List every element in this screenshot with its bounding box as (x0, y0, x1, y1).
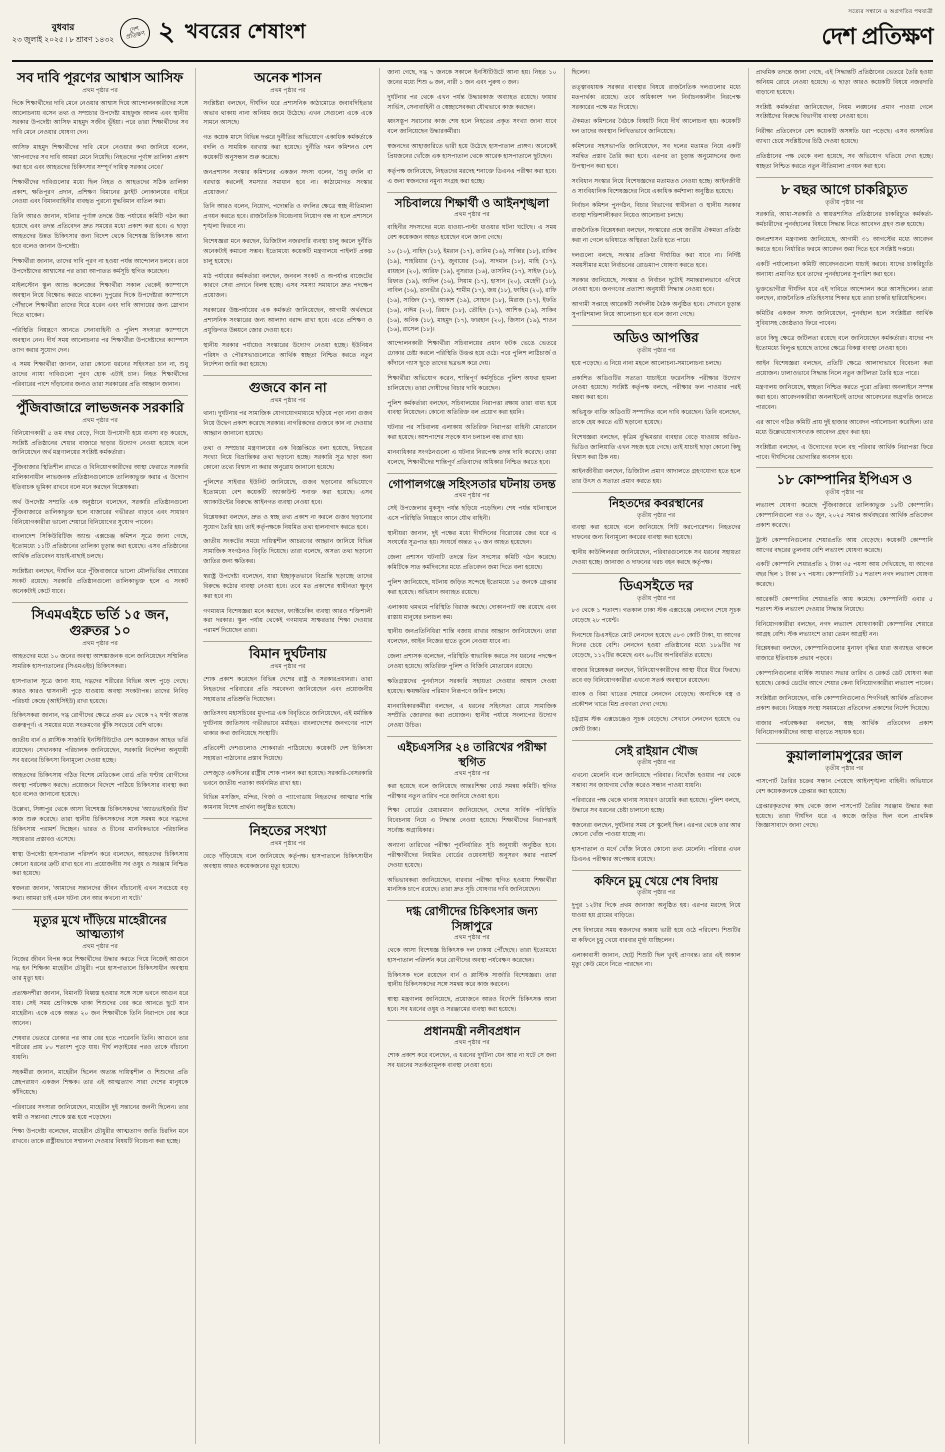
seal-icon: দেশ প্রতিক্ষণ (117, 15, 153, 51)
article-paragraph: স্বজনেরা বলছেন, দুর্ঘটনার সময় সে স্কুলেই ছিল। এরপর থেকে তার আর কোনো খোঁজ পাওয়া যাচ্ছে না। (571, 821, 741, 839)
article-headline: দগ্ধ রোগীদের চিকিৎসার জন্য সিঙ্গাপুরে (406, 906, 538, 933)
divider (387, 192, 556, 193)
article-byline: তৃতীয় পৃষ্ঠার পর (825, 199, 864, 206)
divider (203, 818, 372, 819)
article-paragraph: কমিশনের সহসভাপতি জানিয়েছেন, সব দলের মতামত নিয়ে একটি সমন্বিত প্রস্তাব তৈরি করা হবে। এরপর তা চূড়ান্ত অনুমোদনের জন্য উপস্থাপন করা হবে। (571, 143, 741, 170)
article-paragraph: হয়ে পড়েছে। এ নিয়ে নানা মহলে আলোচনা-সমালোচনা চলছে। (571, 359, 722, 367)
article-headline: অনেক শাসন (254, 70, 322, 85)
article-paragraph: চিকিৎসকরা জানান, দগ্ধ রোগীদের ক্ষেত্রে প্রথম ৪৮ থেকে ৭২ ঘণ্টা অত্যন্ত গুরুত্বপূর্ণ। এ সময়ের মধ্যে সংক্রমণের ঝুঁকি সবচেয়ে বেশি থাকে। (12, 712, 189, 730)
article-paragraph: দলগুলো বলছে, সংস্কার প্রক্রিয়া দীর্ঘায়িত করা যাবে না। নির্দিষ্ট সময়সীমার মধ্যে নির্বাচনের রোডম্যাপ ঘোষণা করতে হবে। (571, 251, 741, 269)
article-paragraph: ক্ষতিগ্রস্তদের পুনর্বাসনে সরকারি সহায়তা দেওয়ার আশ্বাস দেওয়া হয়েছে। ক্ষয়ক্ষতির পরিমাণ নিরূপণে জরিপ চলছে। (387, 677, 557, 695)
article-paragraph: জেলা প্রশাসন ঘটনাটি তদন্তে তিন সদস্যের কমিটি গঠন করেছে। কমিটিকে সাত কর্মদিবসের মধ্যে প্রতিবেদন জমা দিতে বলা হয়েছে। (387, 554, 557, 572)
article-paragraph: স্থানীয় সরকার পর্যায়েও সংস্কারের উদ্যোগ নেওয়া হচ্ছে। ইউনিয়ন পরিষদ ও পৌরসভাগুলোতে আর্থিক স্বচ্ছতা নিশ্চিত করতে নতুন নির্দেশনা জারি করা হয়েছে। (203, 341, 373, 369)
article-headline: গোপালগঞ্জে সহিংসতার ঘটনায় তদন্ত (388, 478, 556, 491)
article-paragraph: আইন বিশেষজ্ঞরা বলছেন, প্রতিটি ক্ষেত্রে আলাদাভাবে বিবেচনা করা প্রয়োজন। ঢালাওভাবে সিদ্ধান্ত নিলে নতুন জটিলতা তৈরি হতে পারে। (755, 359, 933, 377)
article-paragraph: চট্টগ্রাম স্টক এক্সচেঞ্জেও সূচক বেড়েছে। সেখানে লেনদেন হয়েছে ৩৪ কোটি টাকা। (571, 716, 741, 734)
article-paragraph: দুপুর ১২টার দিকে প্রথম জানাজা অনুষ্ঠিত হয়। এরপর মরদেহ নিয়ে যাওয়া হয় গ্রামের বাড়িতে। (571, 902, 741, 919)
article-paragraph: আহতদের চিকিৎসায় গঠিত বিশেষ মেডিকেল বোর্ড প্রতি ঘণ্টায় রোগীদের অবস্থা পর্যবেক্ষণ করছে। প্রয়োজনে বিদেশে পাঠিয়ে চিকিৎসার ব্যবস্থা করা হবে বলেও জানানো হয়েছে। (12, 771, 189, 799)
article-byline: প্রথম পৃষ্ঠার পর (454, 770, 490, 777)
article (12, 607, 188, 904)
article-paragraph: জাতীয় সংকটের সময়ে দায়িত্বশীল আচরণের আহ্বান জানিয়ে বিভিন্ন সামাজিক সংগঠনও বিবৃতি দিয়েছে। তারা বলেছে, অসত্য তথ্য ছড়ানো জাতির জন্য ক্ষতিকর। (203, 538, 373, 566)
masthead-tagline: সত্যের সন্ধানে ও অগ্রগতির পথযাত্রী (848, 9, 933, 15)
article-paragraph: বিভিন্ন মসজিদ, মন্দির, গির্জা ও প্যাগোডায় নিহতদের আত্মার শান্তি কামনায় বিশেষ প্রার্থনা অনুষ্ঠিত হয়েছে। (203, 794, 373, 812)
article-paragraph: শিক্ষার্থীরা অভিযোগ করেন, শান্তিপূর্ণ কর্মসূচিতে পুলিশ অযথা হামলা চালিয়েছে। তারা দোষীদের বিচার দাবি করেছেন। (387, 374, 557, 392)
article-paragraph: দেশজুড়ে একদিনের রাষ্ট্রীয় শোক পালন করা হয়েছে। সরকারি-বেসরকারি ভবনে জাতীয় পতাকা অর্ধনমিত রাখা হয়। (203, 769, 373, 787)
article-paragraph: পুঁজিবাজার স্থিতিশীল রাখতে ও বিনিয়োগকারীদের আস্থা ফেরাতে সরকারি মালিকানাধীন লাভজনক প্রতিষ্ঠানগুলোকে তালিকাভুক্ত করার এ উদ্যোগ ইতিবাচক ভূমিকা রাখবে বলে মনে করছেন বিশ্লেষকরা। (12, 464, 189, 491)
masthead (12, 10, 933, 62)
article-paragraph: স্থানীয় কাউন্সিলররা জানিয়েছেন, পরিবারগুলোকে সব ধরনের সহায়তা দেওয়া হচ্ছে। জানাজা ও দাফনের খরচ বহন করছে কর্তৃপক্ষ। (571, 549, 741, 566)
article-paragraph: কর্তৃপক্ষ জানিয়েছে, নিহতদের মরদেহ শনাক্তে ডিএনএ পরীক্ষা করা হবে। এ জন্য স্বজনদের নমুনা সংগ্রহ করা হচ্ছে। (387, 167, 557, 185)
article-paragraph: সংশ্লিষ্ট কর্মকর্তারা জানিয়েছেন, নিয়ম লঙ্ঘনের প্রমাণ পাওয়া গেলে সংশ্লিষ্টদের বিরুদ্ধে বিভাগীয় ব্যবস্থা নেওয়া হবে। (755, 103, 933, 121)
article-paragraph: বিশ্লেষকরা বলছেন, দ্রুত ও স্বচ্ছ তথ্য প্রকাশ না করলে গুজব ছড়ানোর সুযোগ তৈরি হয়। তাই কর্তৃপক্ষকে নিয়মিত তথ্য হালনাগাদ করতে হবে। (203, 513, 373, 531)
article-paragraph: তিনি আরও বলেন, নিয়োগ, পদোন্নতি ও বদলির ক্ষেত্রে স্বচ্ছ নীতিমালা প্রণয়ন করতে হবে। রাজনৈতিক বিবেচনায় নিয়োগ বন্ধ না হলে প্রশাসনে শৃঙ্খলা ফিরবে না। (203, 203, 373, 231)
publication-date-text: ২৩ জুলাই ২০২৫ ৷ ৮ শ্রাবণ ১৪৩২ (12, 35, 115, 45)
article-byline: তৃতীয় পৃষ্ঠার পর (637, 890, 676, 897)
article-byline: তৃতীয় পৃষ্ঠার পর (637, 512, 676, 519)
article-paragraph: ভুক্তভোগীরা দীর্ঘদিন ধরে এই দাবিতে আন্দোলন করে আসছিলেন। তারা বলছেন, রাজনৈতিক প্রতিহিংসার শিকার হয়ে তারা চাকরি হারিয়েছিলেন। (755, 285, 933, 303)
article-paragraph: কোম্পানিগুলোর বার্ষিক সাধারণ সভার তারিখ ও রেকর্ড ডেট ঘোষণা করা হয়েছে। রেকর্ড ডেটের আগে শেয়ার কেনা বিনিয়োগকারীরা লভ্যাংশ পাবেন। (755, 670, 933, 688)
masthead-left (12, 11, 306, 55)
article-paragraph: শিক্ষার্থীরা জানান, তাদের দাবি পূরণ না হওয়া পর্যন্ত আন্দোলন চলবে। তবে উপদেষ্টাদের আশ্বাসের পর তারা আপাতত কর্মসূচি স্থগিত করেছেন। (12, 257, 189, 275)
divider (387, 900, 556, 901)
article-paragraph: এলাকাবাসী জানান, ছোট্ট শিশুটি ছিল খুবই প্রাণবন্ত। তার এই অকাল মৃত্যু কেউ মেনে নিতে পারছেন না। (571, 951, 741, 969)
article-headline: মৃত্যুর মুখে দাঁড়িয়ে মাহেরীনের আত্মত্যাগ (33, 915, 167, 942)
divider (572, 492, 741, 493)
divider (756, 177, 933, 178)
article-paragraph: অভিযুক্ত ব্যক্তি অডিওটি সম্পাদিত বলে দাবি করেছেন। তিনি বলেছেন, তাকে হেয় করতে এটি ছড়ানো হয়েছে। (571, 409, 741, 427)
article-paragraph: তথ্য ও সম্প্রচার মন্ত্রণালয়ের এক বিজ্ঞপ্তিতে বলা হয়েছে, নিহতের সংখ্যা নিয়ে বিভ্রান্তিকর তথ্য ছড়ানো হচ্ছে। সরকারি সূত্র ছাড়া অন্য কোনো তথ্যে বিশ্বাস না করার অনুরোধ জানানো হয়েছে। (203, 444, 373, 472)
article (572, 745, 741, 865)
article (387, 741, 556, 895)
article-paragraph: তবে কিছু ক্ষেত্রে জটিলতা রয়েছে বলে জানিয়েছেন কর্মকর্তারা। যাদের পদ ইতোমধ্যে বিলুপ্ত হয়েছে তাদের ক্ষেত্রে বিকল্প ব্যবস্থা নেওয়া হবে। (755, 335, 933, 352)
article-paragraph: সংশ্লিষ্টরা বলছেন, দীর্ঘদিন ধরে প্রশাসনিক কাঠামোতে জবাবদিহিতার অভাব থাকায় নানা অনিয়ম জমে উঠেছে। এখন সেগুলো একে একে সামনে আসছে। (203, 99, 373, 127)
newspaper-logo: দেশ প্রতিক্ষণ (821, 23, 933, 49)
article-paragraph: হাসপাতাল ও মর্গে খোঁজ নিয়েও কোনো তথ্য মেলেনি। পরিবার এখন ডিএনএ পরীক্ষার অপেক্ষায় রয়েছে। (571, 846, 741, 864)
publication-day: বুধবার (51, 21, 75, 32)
article-paragraph: আইনজীবীরা বলছেন, ডিজিটাল প্রমাণ আদালতে গ্রহণযোগ্য হতে হলে তার উৎস ও সত্যতা প্রমাণ করতে হয়। (571, 468, 741, 486)
divider (572, 325, 741, 326)
article-paragraph: জনপ্রশাসন মন্ত্রণালয় জানিয়েছে, আগামী ৩১ আগস্টের মধ্যে আবেদন করতে হবে। নির্ধারিত ফরমে আবেদন জমা দিতে হবে সংশ্লিষ্ট দপ্তরে। (755, 236, 933, 253)
article-headline: প্রধানমন্ত্রী নলীবপ্রধান (423, 1026, 521, 1039)
article-paragraph: সরকার জানিয়েছে, সংস্কার ও নির্বাচন দুটোই সমান্তরালভাবে এগিয়ে নেওয়া হবে। জনগণের প্রত্যাশা অনুযায়ী সিদ্ধান্ত নেওয়া হবে। (571, 276, 741, 294)
divider (12, 602, 188, 603)
article-paragraph: এলাকায় থমথমে পরিস্থিতি বিরাজ করছে। দোকানপাট বন্ধ রয়েছে এবং রাস্তায় মানুষের চলাচল কম। (387, 603, 557, 621)
article-paragraph: সংশ্লিষ্টরা বলছেন, এ উদ্যোগের ফলে বহু পরিবার আর্থিক নিরাপত্তা ফিরে পাবে। দীর্ঘদিনের ভোগান্তির অবসান হবে। (755, 443, 933, 461)
article-byline: তৃতীয় পৃষ্ঠার পর (637, 760, 676, 767)
article-paragraph: চিকিৎসক দলে রয়েছেন বার্ন ও প্লাস্টিক সার্জারি বিশেষজ্ঞরা। তারা স্থানীয় চিকিৎসকদের সঙ্গে সমন্বয় করে কাজ করবেন। (387, 971, 557, 989)
article-paragraph: শিক্ষার্থীদের দাবিগুলোর মধ্যে ছিল নিহত ও আহতদের সঠিক তালিকা প্রকাশ, ক্ষতিপূরণ প্রদান, প্রশিক্ষণ বিমানের ফ্লাইট লোকালয়ের বাইরে নেওয়া এবং বিমানবাহিনীর ব্যবহৃত পুরনো যুদ্ধবিমান বাতিল করা। (12, 178, 189, 206)
article-paragraph: বাজার বিশ্লেষকরা বলছেন, বিনিয়োগকারীদের আস্থা ধীরে ধীরে ফিরছে। তবে বড় বিনিয়োগকারীরা এখনো সতর্ক অবস্থানে রয়েছেন। (571, 666, 741, 684)
article-paragraph: ঘটনার পর সচিবালয় এলাকায় অতিরিক্ত নিরাপত্তা বাহিনী মোতায়েন করা হয়েছে। আশপাশের সড়কে যান চলাচল বন্ধ রাখা হয়। (387, 424, 557, 442)
divider (387, 473, 556, 474)
article-paragraph: সেই উপজেলার মুকসুদ পর্যন্ত ছড়িয়ে পড়েছিল। শেষ পর্যন্ত ঘটনাস্থলে এসে পরিস্থিতি নিয়ন্ত্রণে আনে যৌথ বাহিনী। (387, 504, 557, 522)
divider (387, 1020, 556, 1021)
article-paragraph: নির্বাচন কমিশন পুনর্গঠন, বিচার বিভাগের স্বাধীনতা ও স্থানীয় সরকার ব্যবস্থা শক্তিশালীকরণ নিয়েও আলোচনা চলছে। (571, 202, 741, 220)
article-paragraph: সরকারের উচ্চপর্যায়ের এক কর্মকর্তা জানিয়েছেন, আগামী অর্থবছরে প্রশাসনিক সংস্কারের জন্য আলাদা বরাদ্দ রাখা হবে। এতে প্রশিক্ষণ ও প্রযুক্তিগত উন্নয়নে জোর দেওয়া হবে। (203, 307, 373, 334)
article-paragraph: শিক্ষা বোর্ডের চেয়ারম্যান জানিয়েছেন, দেশের সার্বিক পরিস্থিতি বিবেচনায় নিয়ে এ সিদ্ধান্ত নেওয়া হয়েছে। শিক্ষার্থীদের নিরাপত্তাই সর্বোচ্চ অগ্রাধিকার। (387, 807, 557, 835)
article-paragraph: প্রতিষ্ঠানের পক্ষ থেকে বলা হয়েছে, সব অভিযোগ খতিয়ে দেখা হচ্ছে। স্বচ্ছতা নিশ্চিত করতে নতুন নীতিমালা প্রণয়ন করা হবে। (755, 153, 933, 170)
article-paragraph: স্বরাষ্ট্র উপদেষ্টা বলেছেন, যারা ইচ্ছাকৃতভাবে বিভ্রান্তি ছড়াচ্ছে তাদের বিরুদ্ধে কঠোর ব্যবস্থা নেওয়া হবে। তবে মত প্রকাশের স্বাধীনতা ক্ষুণ্ন করা হবে না। (203, 573, 373, 600)
section-title: খবরের শেষাংশ (184, 20, 307, 43)
article (756, 748, 933, 831)
article-paragraph: মানবাধিকার সংগঠনগুলো এ ঘটনার নিরপেক্ষ তদন্ত দাবি করেছে। তারা বলেছে, শিক্ষার্থীদের শান্তিপূর্ণ প্রতিবাদের অধিকার নিশ্চিত করতে হবে। (387, 448, 557, 466)
article-headline: ৮ বছর আগে চাকরিচ্যুত (781, 181, 908, 197)
article-paragraph: সংবিধান সংস্কার নিয়ে বিশেষজ্ঞদের মতামতও নেওয়া হচ্ছে। আইনজীবী ও সাংবিধানিক বিশেষজ্ঞদের নিয়ে একাধিক কর্মশালা অনুষ্ঠিত হয়েছে। (571, 177, 741, 195)
article-paragraph: নিরীক্ষা প্রতিবেদনে বেশ কয়েকটি অসঙ্গতি ধরা পড়েছে। এসব অসঙ্গতির ব্যাখ্যা চেয়ে সংশ্লিষ্টদের চিঠি দেওয়া হয়েছে। (755, 128, 933, 146)
article-paragraph: দুর্ঘটনার পর থেকে এখন পর্যন্ত উদ্ধারকাজ অব্যাহত রয়েছে। ফায়ার সার্ভিস, সেনাবাহিনী ও স্বেচ্ছাসেবকরা যৌথভাবে কাজ করছেন। (387, 93, 557, 111)
article (387, 478, 556, 732)
article-paragraph: একটি পর্যালোচনা কমিটি আবেদনগুলো যাচাই করবে। যাদের চাকরিচ্যুতি অন্যায্য প্রমাণিত হবে তাদের পুনর্বহালের সুপারিশ করা হবে। (755, 260, 933, 278)
article-paragraph: জাতিসংঘ মহাসচিবের মুখপাত্র এক বিবৃতিতে জানিয়েছেন, এই মর্মান্তিক দুর্ঘটনায় জাতিসংঘ গভীরভাবে মর্মাহত। বাংলাদেশের জনগণের পাশে থাকার কথা জানিয়েছে সংস্থাটি। (203, 710, 373, 738)
article-paragraph: অর্থ উপদেষ্টা সম্প্রতি এক অনুষ্ঠানে বলেছেন, সরকারি প্রতিষ্ঠানগুলো পুঁজিবাজারে তালিকাভুক্ত হলে বাজারের গভীরতা বাড়বে এবং সাধারণ বিনিয়োগকারীরা ভালো শেয়ারে বিনিয়োগের সুযোগ পাবেন। (12, 498, 189, 526)
article-headline: ১৮ কোম্পানির ইপিএস ও (776, 472, 913, 488)
article-paragraph: গ্রেপ্তারকৃতদের কাছ থেকে জাল পাসপোর্ট তৈরির সরঞ্জাম উদ্ধার করা হয়েছে। তারা দীর্ঘদিন ধরে এ কাজে জড়িত ছিল বলে প্রাথমিক জিজ্ঞাসাবাদে জানা গেছে। (755, 802, 933, 830)
article-paragraph: ট্রাস্ট কোম্পানিগুলোর শেয়ারপ্রতি আয় বেড়েছে। কয়েকটি কোম্পানি আগের বছরের তুলনায় বেশি লভ্যাংশ ঘোষণা করেছে। (755, 536, 933, 554)
article-paragraph: বিশ্লেষকরা বলছেন, কোম্পানিগুলোর মুনাফা বৃদ্ধির ধারা অব্যাহত থাকলে বাজারে ইতিবাচক প্রভাব পড়বে। (755, 645, 933, 663)
divider (756, 743, 933, 744)
article-headline: কফিনে চুমু খেয়ে শেষ বিদায় (594, 875, 719, 888)
article-paragraph: অভিভাবকরা জানিয়েছেন, বারবার পরীক্ষা স্থগিত হওয়ায় শিক্ষার্থীরা মানসিক চাপে রয়েছে। তারা দ্রুত সূচি ঘোষণার দাবি জানিয়েছেন। (387, 876, 557, 894)
article-paragraph: পুলিশের সাইবার ইউনিট জানিয়েছে, গুজব ছড়ানোর অভিযোগে ইতোমধ্যে বেশ কয়েকটি অ্যাকাউন্ট শনাক্ত করা হয়েছে। এসব অ্যাকাউন্টের বিরুদ্ধে আইনগত ব্যবস্থা নেওয়া হবে। (203, 479, 373, 506)
article-paragraph: আন্দোলনকারী শিক্ষার্থীরা সচিবালয়ের প্রধান ফটক ভেঙে ভেতরে ঢোকার চেষ্টা করলে পরিস্থিতি উত্তপ্ত হয়ে ওঠে। পরে পুলিশ লাঠিচার্জ ও কাঁদানে গ্যাস ছুড়ে তাদের ছত্রভঙ্গ করে দেয়। (387, 340, 557, 367)
article-paragraph: পাসপোর্ট তৈরির চক্রের সন্ধান পেয়েছে আইনশৃঙ্খলা বাহিনী। অভিযানে বেশ কয়েকজনকে গ্রেপ্তার করা হয়েছে। (755, 777, 933, 795)
article (203, 380, 372, 636)
article-paragraph: মাইলস্টোন স্কুল অ্যান্ড কলেজের শিক্ষার্থীরা সকাল থেকেই ক্যাম্পাসে অবস্থান নিয়ে বিক্ষোভ করতে থাকেন। দুপুরের দিকে উপদেষ্টারা ক্যাম্পাসে পৌঁছালে শিক্ষার্থীরা তাদের ঘিরে ধরেন এবং দাবি আদায়ের জন্য স্লোগান দিতে থাকেন। (12, 282, 189, 319)
divider (756, 467, 933, 468)
article-paragraph: পরিবারের পক্ষ থেকে থানায় সাধারণ ডায়েরি করা হয়েছে। পুলিশ বলছে, উদ্ধারে সব ধরনের চেষ্টা চালানো হচ্ছে। (571, 796, 741, 814)
article-paragraph: পুলিশ কর্মকর্তারা বলছেন, সচিবালয়ের নিরাপত্তা রক্ষায় তারা বাধ্য হয়ে ব্যবস্থা নিয়েছেন। কোনো অতিরিক্ত বল প্রয়োগ করা হয়নি। (387, 399, 557, 417)
article (572, 578, 741, 735)
article (203, 646, 372, 813)
article-paragraph: জনপ্রশাসন সংস্কার কমিশনের একজন সদস্য বলেন, 'শুধু বদলি বা বরখাস্ত করলেই সমস্যার সমাধান হবে না। কাঠামোগত সংস্কার প্রয়োজন।' (203, 168, 373, 196)
article (12, 70, 188, 390)
article-headline: কুয়ালালামপুরের জাল (786, 748, 903, 764)
article-paragraph: থেকে আসা বিশেষজ্ঞ চিকিৎসক দল ঢাকায় পৌঁছেছে। তারা ইতোমধ্যে হাসপাতাল পরিদর্শন করে রোগীদের অবস্থা পর্যবেক্ষণ করেছেন। (387, 946, 557, 964)
article-headline: এইচএসসির ২৪ তারিখের পরীক্ষা স্থগিত (397, 742, 547, 769)
article-headline: গুজবে কান না (248, 380, 327, 396)
article-paragraph: শোক প্রকাশ করেছেন বিভিন্ন দেশের রাষ্ট্র ও সরকারপ্রধানরা। তারা নিহতদের পরিবারের প্রতি সমবেদনা জানিয়েছেন এবং প্রয়োজনীয় সহায়তার প্রতিশ্রুতি দিয়েছেন। (203, 675, 373, 703)
article-headline: নিহতদের কবরস্থানের (608, 498, 704, 511)
article-paragraph: সহকর্মীরা জানান, মাহেরীন ছিলেন অত্যন্ত দায়িত্বশীল ও শিশুদের প্রতি স্নেহপরায়ণ একজন শিক্ষক। তার এই আত্মত্যাগ সারা দেশের মানুষকে কাঁদিয়েছে। (12, 1069, 189, 1096)
article-paragraph: কমিটির একজন সদস্য জানিয়েছেন, পুনর্বহাল হলে সংশ্লিষ্টরা আর্থিক সুবিধাসহ জ্যেষ্ঠতাও ফিরে পাবেন। (755, 310, 933, 328)
article-paragraph: ৮৩ থেকে ১ শতাংশ। গতকাল ঢাকা স্টক এক্সচেঞ্জে লেনদেন শেষে সূচক বেড়েছে ২৮ পয়েন্ট। (571, 607, 741, 625)
article-paragraph: এর আগে গঠিত কমিটি প্রায় দুই হাজার আবেদন পর্যালোচনা করেছিল। তার মধ্যে উল্লেখযোগ্যসংখ্যক আবেদন গ্রহণ করা হয়। (755, 419, 933, 436)
article-paragraph: এখনো মেলেনি বলে জানিয়েছে পরিবার। নিখোঁজ হওয়ার পর থেকে সম্ভাব্য সব জায়গায় খোঁজ করেও সন্ধান পাওয়া যায়নি। (571, 772, 741, 789)
article-continuation (387, 68, 556, 187)
article-paragraph: প্রাথমিক তদন্তে জানা গেছে, এই সিদ্ধান্তটি প্রতিষ্ঠানের ভেতরে তৈরি হওয়া অনিয়ম রোধে নেওয়া হয়েছে। এ ছাড়া আরও কয়েকটি বিষয়ে নজরদারি বাড়ানো হয়েছে। (755, 69, 933, 96)
article-continuation (572, 68, 741, 320)
article (387, 197, 556, 468)
article-paragraph: একটি কোম্পানি শেয়ারপ্রতি ২ টাকা ৩৫ পয়সা আয় দেখিয়েছে, যা আগের বছর ছিল ১ টাকা ৮৭ পয়সা। কোম্পানিটি ১৫ শতাংশ নগদ লভ্যাংশ ঘোষণা করেছে। (755, 561, 933, 589)
article-paragraph: আসিফ মাহমুদ শিক্ষার্থীদের দাবি মেনে নেওয়ার কথা জানিয়ে বলেন, 'আপনাদের সব দাবি আমরা মেনে নিয়েছি। নিহতদের পূর্ণাঙ্গ তালিকা প্রকাশ করা হবে এবং আহতদের চিকিৎসার সম্পূর্ণ দায়িত্ব সরকার নেবে।' (12, 144, 189, 171)
columns-container (12, 68, 933, 1444)
divider (572, 573, 741, 574)
article-byline: তৃতীয় পৃষ্ঠার পর (637, 595, 676, 602)
article-paragraph: আরেকটি কোম্পানির শেয়ারপ্রতি আয় কমেছে। কোম্পানিটি এবার ৫ শতাংশ স্টক লভ্যাংশ দেওয়ার সিদ্ধান্ত নিয়েছে। (755, 596, 933, 613)
article-paragraph: শেষ বিদায়ের সময় স্বজনদের কান্নায় ভারী হয়ে ওঠে পরিবেশ। শিশুটির মা কফিনে চুমু খেয়ে বারবার মূর্ছা যাচ্ছিলেন। (571, 926, 741, 944)
article-paragraph: বাংলাদেশ সিকিউরিটিজ অ্যান্ড এক্সচেঞ্জ কমিশন সূত্রে জানা গেছে, ইতোমধ্যে ১১টি প্রতিষ্ঠানের তালিকা চূড়ান্ত করা হয়েছে। এসব প্রতিষ্ঠানের আর্থিক প্রতিবেদন যাচাই-বাছাই চলছে। (12, 533, 189, 561)
article-paragraph: বাজার পর্যবেক্ষকরা বলছেন, স্বচ্ছ আর্থিক প্রতিবেদন প্রকাশ বিনিয়োগকারীদের আস্থা বাড়াতে সহায়ক হবে। (755, 719, 933, 737)
divider (387, 736, 556, 737)
article-paragraph: ব্যাংক ও বিমা খাতের শেয়ারে লেনদেন বেড়েছে। অন্যদিকে বস্ত্র ও প্রকৌশল খাতে মিশ্র প্রবণতা দেখা গেছে। (571, 691, 741, 709)
divider (12, 395, 188, 396)
article-paragraph: গত কয়েক মাসে বিভিন্ন দপ্তরে দুর্নীতির অভিযোগে একাধিক কর্মকর্তাকে বদলি ও সাময়িক বরখাস্ত করা হয়েছে। দুর্নীতি দমন কমিশনও বেশ কয়েকটি অনুসন্ধান শুরু করেছে। (203, 134, 373, 161)
article-headline: ডিএসইতে দর (619, 577, 694, 593)
divider (12, 909, 188, 910)
article-paragraph: প্রকাশিত অডিওটির সত্যতা যাচাইয়ে ফরেনসিক পরীক্ষার উদ্যোগ নেওয়া হয়েছে। সংশ্লিষ্ট কর্তৃপক্ষ বলছে, পরীক্ষার ফল পাওয়ার পরই মন্তব্য করা হবে। (571, 374, 741, 402)
article-paragraph: দিকে শিক্ষার্থীদের দাবি মেনে নেওয়ার আশ্বাস দিয়ে আন্দোলনকারীদের সঙ্গে আলোচনায় বসেন তথ্য ও সম্প্রচার উপদেষ্টা মাহফুজ আলম এবং স্থানীয় সরকার উপদেষ্টা আসিফ মাহমুদ সজীব ভূঁইয়া। পরে তারা শিক্ষার্থীদের সব দাবি মেনে নেওয়ার ঘোষণা দেন। (12, 99, 189, 137)
article-byline: প্রথম পৃষ্ঠার পর (454, 935, 490, 942)
article-paragraph: জাতীয় বার্ন ও প্লাস্টিক সার্জারি ইনস্টিটিউটেও বেশ কয়েকজন আহত ভর্তি রয়েছেন। সেখানকার পরিচালক জানিয়েছেন, সরকারি নির্দেশনা অনুযায়ী সব ধরনের চিকিৎসা বিনামূল্যে দেওয়া হচ্ছে। (12, 737, 189, 764)
article-headline: সেই রাইয়ান খৌজ (614, 745, 698, 758)
article-paragraph: প্রত্যক্ষদর্শীরা জানান, বিমানটি বিধ্বস্ত হওয়ার সঙ্গে সঙ্গে ভবনে আগুন ধরে যায়। সেই সময় শ্রেণিকক্ষে থাকা শিশুদের বের করে আনতে ছুটে যান মাহেরীন। একে একে অন্তত ২০ জন শিক্ষার্থীকে তিনি নিরাপদে বের করে আনেন। (12, 990, 189, 1027)
article-paragraph: থানা। দুর্ঘটনার পর সামাজিক যোগাযোগমাধ্যমে ছড়িয়ে পড়া নানা গুজব নিয়ে উদ্বেগ প্রকাশ করেছে সরকার। নাগরিকদের গুজবে কান না দেওয়ার আহ্বান জানানো হয়েছে। (203, 409, 373, 437)
article-paragraph: জানা গেছে, দগ্ধ ৭ জনকে সকালে ইনস্টিটিউটে আনা হয়। নিহত ১০ জনের মধ্যে শিশু ৬ জন, নারী ১ জন এবং পুরুষ ৩ জন। (387, 69, 557, 86)
article-paragraph: শেষবার ভেতরে ঢোকার পর আর বের হতে পারেননি তিনি। আগুনে তার শরীরের প্রায় ৮০ শতাংশ পুড়ে যায়। দীর্ঘ লড়াইয়ের পরও তাকে বাঁচানো যায়নি। (12, 1034, 189, 1062)
article-paragraph: ধ্বংসস্তূপ সরানোর কাজ শেষ হলে নিহতের প্রকৃত সংখ্যা জানা যাবে বলে জানিয়েছেন উদ্ধারকর্মীরা। (387, 118, 557, 136)
article-paragraph: জেলা প্রশাসক বলেছেন, পরিস্থিতি স্বাভাবিক করতে সব ধরনের পদক্ষেপ নেওয়া হয়েছে। অতিরিক্ত পুলিশ ও বিজিবি মোতায়েন রয়েছে। (387, 653, 557, 671)
page-number: ২ (158, 16, 175, 46)
article (387, 905, 556, 1015)
article-paragraph: আগামী সপ্তাহে আরেকটি সর্বদলীয় বৈঠক অনুষ্ঠিত হবে। সেখানে চূড়ান্ত সুপারিশমালা নিয়ে আলোচনা হবে বলে জানা গেছে। (571, 301, 741, 319)
article-byline: প্রথম পৃষ্ঠার পর (82, 641, 118, 648)
article-paragraph: অন্যান্য তারিখের পরীক্ষা পূর্বনির্ধারিত সূচি অনুযায়ী অনুষ্ঠিত হবে। পরীক্ষার্থীদের নিয়মিত বোর্ডের ওয়েবসাইট অনুসরণ করার পরামর্শ দেওয়া হয়েছে। (387, 842, 557, 869)
article-paragraph: সংশ্লিষ্টরা জানিয়েছেন, বাকি কোম্পানিগুলোও শিগগিরই আর্থিক প্রতিবেদন প্রকাশ করবে। নিয়ন্ত্রক সংস্থা সময়মতো প্রতিবেদন প্রকাশের নির্দেশ দিয়েছে। (755, 694, 933, 712)
article-headline: অডিও আপত্তির (613, 330, 699, 346)
article-byline: প্রথম পৃষ্ঠার পর (270, 841, 306, 848)
divider (203, 375, 372, 376)
article-paragraph: বিশেষজ্ঞরা মনে করছেন, ডিজিটাল নজরদারি ব্যবস্থা চালু করলে দুর্নীতি অনেকটাই কমানো সম্ভব। ইতোমধ্যে কয়েকটি মন্ত্রণালয়ে পাইলট প্রকল্প চালু হয়েছে। (203, 237, 373, 265)
article-paragraph: পরিস্থিতি নিয়ন্ত্রণে আনতে সেনাবাহিনী ও পুলিশ সদস্যরা ক্যাম্পাসে অবস্থান নেন। দীর্ঘ সময় আলোচনার পর শিক্ষার্থীরা উপদেষ্টাদের ক্যাম্পাস ত্যাগ করার সুযোগ দেন। (12, 326, 189, 354)
article-paragraph: স্থানীয় জনপ্রতিনিধিরা শান্তি বজায় রাখার আহ্বান জানিয়েছেন। তারা বলেছেন, আইন নিজের হাতে তুলে নেওয়া যাবে না। (387, 628, 557, 646)
article-paragraph: পরিবারের সদস্যরা জানিয়েছেন, মাহেরীন দুই সন্তানের জননী ছিলেন। তার স্বামী ও সন্তানরা শোকে স্তব্ধ হয়ে পড়েছেন। (12, 1103, 189, 1121)
article (756, 182, 933, 463)
article-paragraph: আহতদের মধ্যে ১০ জনের অবস্থা আশঙ্কাজনক বলে জানিয়েছেন সম্মিলিত সামরিক হাসপাতালের (সিএমএইচ) চিকিৎসকরা। (12, 653, 189, 670)
article-paragraph: ছিলেন। (571, 69, 590, 76)
article-headline: বিমান দুর্ঘটনায় (249, 646, 327, 662)
article-byline: প্রথম পৃষ্ঠার পর (454, 493, 490, 500)
article-paragraph: স্বাস্থ্য মন্ত্রণালয় জানিয়েছে, প্রয়োজনে আরও বিদেশি চিকিৎসক আনা হবে। সব ধরনের ওষুধ ও সরঞ্জামের ব্যবস্থা করা হয়েছে। (387, 996, 557, 1014)
article-paragraph: সংশ্লিষ্টরা বলছেন, দীর্ঘদিন ধরে পুঁজিবাজারে ভালো মৌলভিত্তির শেয়ারের সংকট রয়েছে। সরকারি প্রতিষ্ঠানগুলো তালিকাভুক্ত হলে এ সংকট অনেকটাই কেটে যাবে। (12, 568, 189, 595)
article-paragraph: বিনিয়োগকারীরা বলছেন, নগদ লভ্যাংশ ঘোষণাকারী কোম্পানির শেয়ারে আগ্রহ বেশি। স্টক লভ্যাংশে তারা তেমন আগ্রহী নন। (755, 620, 933, 638)
article-paragraph: স্বজনরা জানান, 'আমাদের সন্তানদের জীবন বাঁচানোই এখন সবচেয়ে বড় কথা। আমরা চাই এমন ঘটনা যেন আর কখনো না ঘটে।' (12, 885, 189, 903)
article-paragraph: মন্ত্রণালয় জানিয়েছে, স্বচ্ছতা নিশ্চিত করতে পুরো প্রক্রিয়া অনলাইনে সম্পন্ন করা হবে। আবেদনকারীরা অনলাইনেই তাদের আবেদনের অগ্রগতি জানতে পারবেন। (755, 384, 933, 412)
article-byline: প্রথম পৃষ্ঠার পর (454, 211, 490, 218)
article-paragraph: দিনশেষে ডিএসইতে মোট লেনদেন হয়েছে ৫৮৩ কোটি টাকা, যা আগের দিনের চেয়ে বেশি। লেনদেন হওয়া প্রতিষ্ঠানের মধ্যে ১৮৯টির দর বেড়েছে, ১১২টির কমেছে এবং ৬০টির অপরিবর্তিত রয়েছে। (571, 632, 741, 659)
article-paragraph: রাজনৈতিক বিশ্লেষকরা বলছেন, সংস্কারের প্রশ্নে জাতীয় ঐকমত্য প্রতিষ্ঠা করা না গেলে ভবিষ্যতে অস্থিরতা তৈরি হতে পারে। (571, 227, 741, 245)
article-paragraph: বিশেষজ্ঞরা বলছেন, কৃত্রিম বুদ্ধিমত্তার ব্যবহার বেড়ে যাওয়ায় অডিও-ভিডিও জালিয়াতি এখন সহজ হয়ে গেছে। তাই যাচাই ছাড়া কোনো কিছু বিশ্বাস করা ঠিক নয়। (571, 433, 741, 461)
article-headline: নিহতের সংখ্যা (249, 823, 327, 839)
article-paragraph: বাহিনীর সদস্যদের মধ্যে ধাওয়া-পাল্টা ধাওয়ার ঘটনা ঘটেছে। এ সময় বেশ কয়েকজন আহত হয়েছেন বলে জানা গেছে। (387, 223, 557, 241)
article-paragraph: হাসপাতাল সূত্রে জানা যায়, দগ্ধদের শরীরের বিভিন্ন অংশ পুড়ে গেছে। কারও কারও শ্বাসনালী পুড়ে যাওয়ায় অবস্থা সংকটাপন্ন। তাদের নিবিড় পরিচর্যা কেন্দ্রে (আইসিইউ) রাখা হয়েছে। (12, 677, 189, 705)
article-byline: তৃতীয় পৃষ্ঠার পর (637, 347, 676, 354)
publication-date (12, 21, 114, 46)
article (203, 823, 372, 871)
article-paragraph: স্বজনদের আহাজারিতে ভারী হয়ে উঠেছে হাসপাতাল প্রাঙ্গণ। অনেকেই প্রিয়জনের খোঁজে এক হাসপাতাল থেকে আরেক হাসপাতালে ছুটছেন। (387, 143, 557, 161)
column-4 (565, 68, 749, 1444)
article-headline: পুঁজিবাজারে লাভজনক সরকারি (16, 400, 184, 416)
article-byline: প্রথম পৃষ্ঠার পর (82, 87, 118, 94)
article-paragraph: করা হয়েছে বলে জানিয়েছে আন্তঃশিক্ষা বোর্ড সমন্বয় কমিটি। স্থগিত পরীক্ষার নতুন তারিখ পরে জানিয়ে দেওয়া হবে। (387, 782, 557, 800)
article-paragraph: বেড়ে দাঁড়িয়েছে বলে জানিয়েছে কর্তৃপক্ষ। হাসপাতালে চিকিৎসাধীন অবস্থায় আরও কয়েকজনের মৃত্যু হয়েছে। (203, 852, 373, 870)
article-paragraph: গণমাধ্যম বিশেষজ্ঞরা মনে করছেন, ফ্যাক্টচেকিং ব্যবস্থা আরও শক্তিশালী করা দরকার। স্কুল পর্যায় থেকেই গণমাধ্যম সাক্ষরতার শিক্ষা দেওয়ার পরামর্শ দিয়েছেন তারা। (203, 607, 373, 635)
divider (203, 641, 372, 642)
article (572, 875, 741, 970)
article-paragraph: এ সময় শিক্ষার্থীরা জানান, তারা কোনো ধরনের সহিংসতা চান না, শুধু তাদের ন্যায্য দাবিগুলো পূরণ হোক এটাই চান। নিহত শিক্ষার্থীদের পরিবারের পাশে দাঁড়ানোর জন্যও তারা সরকারের প্রতি আহ্বান জানান। (12, 361, 189, 389)
column-2 (196, 68, 380, 1444)
article-paragraph: তিনি আরও জানান, ঘটনার পূর্ণাঙ্গ তদন্তে উচ্চ পর্যায়ের কমিটি গঠন করা হয়েছে এবং তদন্ত প্রতিবেদন দ্রুত সময়ের মধ্যে প্রকাশ করা হবে। এ ছাড়া আহতদের উন্নত চিকিৎসার জন্য বিদেশ থেকে বিশেষজ্ঞ চিকিৎসক আনা হবে বলেও জানান উপদেষ্টা। (12, 213, 189, 250)
article-byline: প্রথম পৃষ্ঠার পর (82, 417, 118, 424)
article-byline: প্রথম পৃষ্ঠার পর (270, 87, 306, 94)
article (756, 472, 933, 738)
article-headline: সিএমএইচে ভর্তি ১৫ জন, গুরুতর ১০ (31, 606, 169, 639)
article-paragraph: বিনিয়োগকারী ৫ তম বছর বেড়ে, গিয়ে উপযোগী হয়ে ব্যবসা বড় করেছে, সংশ্লিষ্ট প্রতিষ্ঠানের শেয়ার বাজারে ছাড়ার উদ্যোগ নেওয়া হয়েছে বলে জানিয়েছেন অর্থ মন্ত্রণালয়ের সংশ্লিষ্ট কর্মকর্তারা। (12, 429, 189, 457)
article-byline: প্রথম পৃষ্ঠার পর (270, 664, 306, 671)
article (12, 400, 188, 597)
article-paragraph: উল্লেখ্য, সিঙ্গাপুর থেকে আসা বিশেষজ্ঞ চিকিৎসকদের 'অ্যাডভাইজরি টিম' কাজ শুরু করেছে। তারা স্থানীয় চিকিৎসকদের সঙ্গে সমন্বয় করে দগ্ধদের চিকিৎসায় পরামর্শ দিচ্ছেন। ভারত ও চীনের মানবিকভাবে পরিচালিত সহায়তার প্রস্তাবও এসেছে। (12, 806, 189, 843)
article-paragraph: স্বাস্থ্য উপদেষ্টা হাসপাতাল পরিদর্শন করে বলেছেন, আহতদের চিকিৎসায় কোনো ধরনের ত্রুটি রাখা হবে না। প্রয়োজনীয় সব ওষুধ ও সরঞ্জাম নিশ্চিত করা হয়েছে। (12, 850, 189, 878)
article-paragraph: ব্যবস্থা করা হয়েছে বলে জানিয়েছে সিটি করপোরেশন। নিহতদের দাফনের জন্য বিনামূল্যে কবরের ব্যবস্থা করা হয়েছে। (571, 524, 741, 542)
casualty-name-list: ১০ (১০), নাহিদ (১৮), ইমরান (১৭), তানিম (১৬), সাব্বির (১৮), রাকিব (১৯), শাহরিয়ার (১৭), জুবায়ের (১৬), সাদমান (১৮), মাহি (১৭), রায়হান (২০), আরিফ (১৯), নুসরাত (১৬), তাসনিম (১৭), সাইফ (১৮), রিফাত (১৯), আদিল (১৬), সিয়াম (১৭), হাসান (২০), মেহেদী (১৮), নাবিল (১৬), তানভীর (১৯), শামীম (১৭), জয় (১৮), ফাহিম (২০), রাফি (১৬), সাজিদ (১৭), আকাশ (১৯), সোহান (১৮), মিরাজ (১৭), ইফতি (১৬), নাঈম (২০), রিয়াদ (১৮), তৌহিদ (১৭), আশিক (১৯), সাকিব (১৬), অনিক (১৮), মাহমুদ (১৭), ফারহান (২০), জিসান (১৯), শাওন (১৬), রাসেল (১৮)। (387, 248, 557, 334)
article (572, 330, 741, 487)
article-headline: সচিবালয়ে শিক্ষার্থী ও আইনশৃঙ্খলা (394, 197, 550, 210)
article-paragraph: পুলিশ জানিয়েছে, ঘটনায় জড়িত সন্দেহে ইতোমধ্যে ১৫ জনকে গ্রেপ্তার করা হয়েছে। অভিযান অব্যাহত রয়েছে। (387, 579, 557, 596)
article-continuation (756, 68, 933, 172)
article-paragraph: তত্ত্বাবধায়ক সরকার ব্যবস্থার বিষয়ে রাজনৈতিক দলগুলোর মধ্যে মতপার্থক্য রয়েছে। তবে অধিকাংশ দল নির্বাচনকালীন নিরপেক্ষ সরকারের পক্ষে মত দিয়েছে। (571, 83, 741, 111)
article-paragraph: ঐকমত্য কমিশনের বৈঠকে বিষয়টি নিয়ে দীর্ঘ আলোচনা হয়। কয়েকটি দল তাদের অবস্থান লিখিতভাবে জানিয়েছে। (571, 118, 741, 136)
article-paragraph: মাঠ পর্যায়ের কর্মকর্তারা বলছেন, জনবল সংকট ও অপর্যাপ্ত বাজেটের কারণে সেবা প্রদানে বিলম্ব হচ্ছে। এসব সমস্যা সমাধানে দ্রুত পদক্ষেপ প্রয়োজন। (203, 272, 373, 300)
divider (572, 870, 741, 871)
column-1 (12, 68, 196, 1444)
article-paragraph: শোক প্রকাশ করে বলেছেন, এ ধরনের দুর্ঘটনা যেন আর না ঘটে সে জন্য সব ধরনের সতর্কতামূলক ব্যবস্থা নেওয়া হবে। (387, 1052, 557, 1070)
article-byline: তৃতীয় পৃষ্ঠার পর (825, 490, 864, 497)
article-byline: তৃতীয় পৃষ্ঠার পর (825, 766, 864, 773)
article (12, 914, 188, 1147)
article (572, 497, 741, 568)
article (387, 1025, 556, 1071)
article-paragraph: সরকারি, আধা-সরকারি ও স্বায়ত্তশাসিত প্রতিষ্ঠানের চাকরিচ্যুত কর্মকর্তা-কর্মচারীদের পুনর্বহালের বিষয়ে সিদ্ধান্ত নিতে আবেদন গ্রহণ শুরু হয়েছে। (755, 211, 933, 229)
article-paragraph: নিজের জীবন বিপন্ন করে শিক্ষার্থীদের উদ্ধার করতে গিয়ে নিজেই আগুনে দগ্ধ হন শিক্ষিকা মাহেরীন চৌধুরী। পরে হাসপাতালে চিকিৎসাধীন অবস্থায় তার মৃত্যু হয়। (12, 955, 189, 983)
article-byline: প্রথম পৃষ্ঠার পর (270, 398, 306, 405)
article-byline: প্রথম পৃষ্ঠার পর (82, 943, 118, 950)
article-paragraph: লভ্যাংশ ঘোষণা করেছে পুঁজিবাজারে তালিকাভুক্ত ১৮টি কোম্পানি। কোম্পানিগুলো গত ৩০ জুন, ২০২৫ সমাপ্ত অর্থবছরের আর্থিক প্রতিবেদন প্রকাশ করেছে। (755, 502, 933, 529)
article-paragraph: স্থানীয়রা জানান, দুই পক্ষের মধ্যে দীর্ঘদিনের বিরোধের জের ধরে এ সংঘর্ষের সূত্রপাত হয়। সংঘর্ষে অন্তত ২০ জন আহত হয়েছেন। (387, 529, 557, 547)
article (203, 70, 372, 370)
column-5 (749, 68, 933, 1444)
article-byline: প্রথম পৃষ্ঠার পর (454, 1040, 490, 1047)
article-headline: সব দাবি পূরণের আশ্বাস আসিফ (17, 70, 184, 85)
article-paragraph: শিক্ষা উপদেষ্টা বলেছেন, মাহেরীন চৌধুরীর আত্মত্যাগ জাতি চিরদিন মনে রাখবে। তাকে রাষ্ট্রীয়ভাবে সম্মাননা দেওয়ার বিষয়টি বিবেচনা করা হচ্ছে। (12, 1128, 189, 1146)
article-paragraph: মানবাধিকারকর্মীরা বলছেন, এ ধরনের সহিংসতা রোধে সামাজিক সম্প্রীতি জোরদার করা প্রয়োজন। স্থানীয় পর্যায়ে সংলাপের উদ্যোগ নেওয়া উচিত। (387, 702, 557, 730)
column-3 (380, 68, 564, 1444)
masthead-right (822, 9, 933, 57)
divider (572, 740, 741, 741)
article-paragraph: প্রতিবেশী দেশগুলোও শোকবার্তা পাঠিয়েছে। কয়েকটি দেশ চিকিৎসা সহায়তা পাঠানোর প্রস্তাব দিয়েছে। (203, 744, 373, 762)
